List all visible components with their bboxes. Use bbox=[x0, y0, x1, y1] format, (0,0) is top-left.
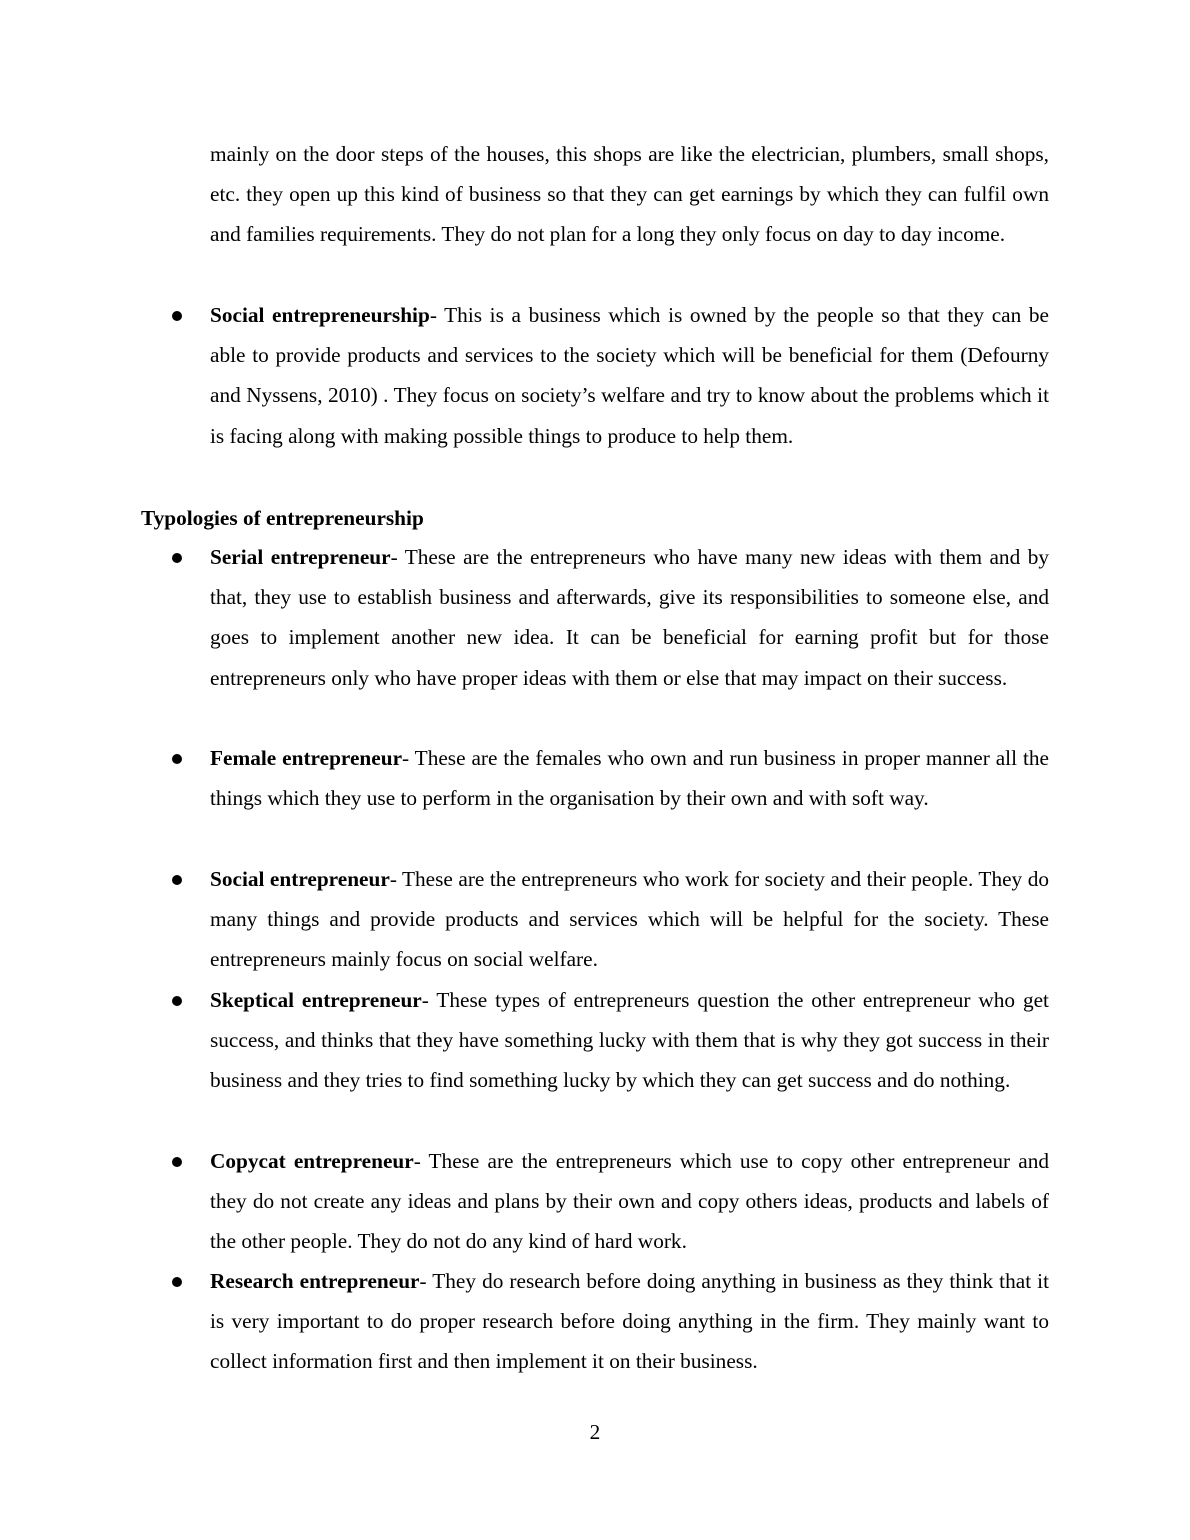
list-item-term: Social entrepreneurship bbox=[210, 303, 430, 327]
bullet-icon bbox=[172, 558, 186, 572]
list-item-copycat-entrepreneur bbox=[210, 1141, 1049, 1262]
bullet-icon bbox=[172, 1282, 186, 1296]
bullet-icon bbox=[172, 759, 186, 773]
list-item-term: Skeptical entrepreneur bbox=[210, 988, 422, 1012]
list-item-term: Research entrepreneur bbox=[210, 1269, 420, 1293]
page-number: 2 bbox=[589, 1420, 601, 1444]
list-item-text: - They do research before doing anything in business as they think that it is very important to do proper research before doing anything in the firm. They mainly want to collect information first and then implement it on their business. bbox=[210, 1269, 1049, 1374]
list-item-text: - These are the entrepreneurs who work for society and their people. They do many things and provide products and services which will be helpful for the society. These entrepreneurs mainly focus on social welfare. bbox=[210, 867, 1049, 972]
list-item-serial-entrepreneur bbox=[210, 537, 1049, 698]
list-item-text: - This is a business which is owned by the people so that they can be able to provide products and services to the society which will be beneficial for them (Defourny and Nyssens, 2010) . They focus on society’s welfare and try to know about the problems which it is facing along with making possible things to produce to help them. bbox=[210, 303, 1050, 448]
list-item-text: - These are the entrepreneurs who have many new ideas with them and by that, they use to establish business and afterwards, give its responsibilities to someone else, and goes to implement another new idea. It can be beneficial for earning profit but for those entrepreneurs only who have proper ideas with them or else that may impact on their success. bbox=[210, 545, 1049, 690]
list-item-skeptical-entrepreneur bbox=[210, 980, 1049, 1101]
list-item-research-entrepreneur bbox=[210, 1261, 1049, 1382]
continuation-paragraph: mainly on the door steps of the houses, this shops are like the electrician, plumbers, small shops, etc. they open up this kind of business so that they can get earnings by which they can fulfil own and families requirements. They do not plan for a long they only focus on day to day income. bbox=[210, 142, 1049, 247]
bullet-icon bbox=[172, 316, 186, 330]
list-item-term: Female entrepreneur bbox=[210, 746, 403, 770]
list-item-text: - These types of entrepreneurs question the other entrepreneur who get success, and thinks that they have something lucky with them that is why they got success in their business and they tries to find something lucky by which they can get success and do nothing. bbox=[210, 988, 1049, 1093]
bullet-icon bbox=[172, 1162, 186, 1176]
list-item-text: - These are the females who own and run business in proper manner all the things which they use to perform in the organisation by their own and with soft way. bbox=[210, 746, 1049, 811]
bullet-icon bbox=[172, 1001, 186, 1015]
list-item-female-entrepreneur bbox=[210, 738, 1049, 818]
list-item-term: Social entrepreneur bbox=[210, 867, 390, 891]
list-item-term: Copycat entrepreneur bbox=[210, 1149, 414, 1173]
list-item-text: - These are the entrepreneurs which use to copy other entrepreneur and they do not create any ideas and plans by their own and copy others ideas, products and labels of the other people. They do not do any kind of hard work. bbox=[210, 1149, 1049, 1254]
bullet-icon bbox=[172, 880, 186, 894]
list-item-social-entrepreneurship bbox=[210, 295, 1049, 456]
list-item-term: Serial entrepreneur bbox=[210, 545, 391, 569]
list-item-social-entrepreneur bbox=[210, 859, 1049, 980]
section-heading: Typologies of entrepreneurship bbox=[141, 506, 424, 530]
